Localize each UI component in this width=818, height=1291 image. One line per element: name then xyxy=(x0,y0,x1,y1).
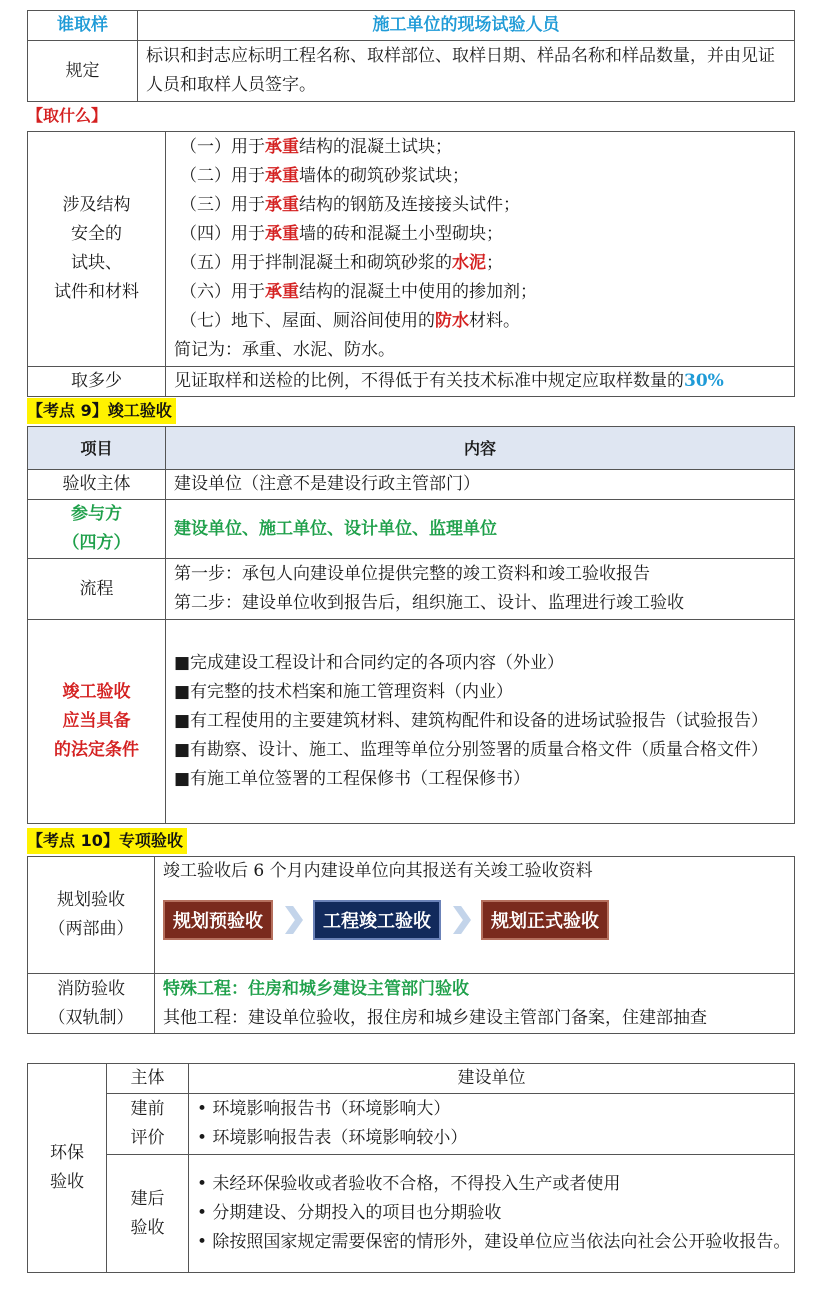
list-item: （二）用于承重墙体的砌筑砂浆试块； xyxy=(180,166,469,186)
planning-content xyxy=(155,857,795,974)
list-item: • 环境影响报告书（环境影响大） xyxy=(197,1099,451,1119)
chevron-right-icon xyxy=(283,900,303,940)
planning-flow xyxy=(155,886,794,948)
materials-label-line: 涉及结构 xyxy=(62,195,131,215)
list-item: • 分期建设、分期投入的项目也分期验收 xyxy=(197,1203,502,1223)
summary-line: 简记为：承重、水泥、防水。 xyxy=(174,340,395,360)
list-item: • 未经环保验收或者验收不合格，不得投入生产或者使用 xyxy=(197,1174,621,1194)
conditions-label xyxy=(28,620,166,824)
planning-text: 竣工验收后 6 个月内建设单位向其报送有关竣工验收资料 xyxy=(163,861,593,881)
materials-label-line: 试件和材料 xyxy=(54,282,139,302)
rule-label: 规定 xyxy=(28,41,138,102)
condition-item: ■有施工单位签署的工程保修书（工程保修书） xyxy=(174,769,531,789)
list-item: （四）用于承重墙的砖和混凝土小型砌块； xyxy=(180,224,503,244)
sampler-table xyxy=(27,10,795,102)
planning-label xyxy=(28,857,155,974)
post-accept-label-line: 验收 xyxy=(130,1217,165,1238)
fire-label-line: （双轨制） xyxy=(48,1007,134,1028)
env-subject-value: 建设单位 xyxy=(189,1064,795,1094)
env-label-line: 验收 xyxy=(50,1172,84,1192)
pre-eval-label-line: 建前 xyxy=(130,1099,165,1119)
list-item: （七）地下、屋面、厕浴间使用的防水材料。 xyxy=(180,311,520,331)
list-item: （六）用于承重结构的混凝土中使用的掺加剂； xyxy=(180,282,537,302)
header-content: 内容 xyxy=(166,427,795,470)
parties-label-line: （四方） xyxy=(62,533,131,553)
parties-label-line: 参与方 xyxy=(71,504,122,524)
parties-label xyxy=(28,500,166,559)
list-item: • 除按照国家规定需要保密的情形外，建设单位应当依法向社会公开验收报告。 xyxy=(197,1232,791,1252)
special-acceptance-table xyxy=(27,856,795,1034)
pre-eval-label xyxy=(107,1094,189,1155)
condition-item: ■有工程使用的主要建筑材料、建筑构配件和设备的进场试验报告（试验报告） xyxy=(174,711,769,731)
materials-list xyxy=(166,132,795,367)
list-item: （五）用于拌制混凝土和砌筑砂浆的水泥； xyxy=(180,253,503,273)
process-steps xyxy=(166,559,795,620)
list-item: （一）用于承重结构的混凝土试块； xyxy=(180,137,452,157)
process-step: 第二步：建设单位收到报告后，组织施工、设计、监理进行竣工验收 xyxy=(174,593,684,613)
subject-label: 验收主体 xyxy=(28,470,166,500)
post-accept-list xyxy=(189,1155,795,1273)
completion-table xyxy=(27,426,795,824)
condition-item: ■完成建设工程设计和合同约定的各项内容（外业） xyxy=(174,653,565,673)
section-10-title: 【考点 10】专项验收 xyxy=(27,828,187,854)
conditions-label-line: 竣工验收 xyxy=(62,682,131,702)
what-table xyxy=(27,131,795,397)
flow-step-completion: 工程竣工验收 xyxy=(313,900,441,940)
condition-item: ■有完整的技术档案和施工管理资料（内业） xyxy=(174,682,514,702)
condition-item: ■有勘察、设计、施工、监理等单位分别签署的质量合格文件（质量合格文件） xyxy=(174,740,769,760)
list-item: （三）用于承重结构的钢筋及连接接头试件； xyxy=(180,195,520,215)
who-samples-label: 谁取样 xyxy=(28,11,138,41)
quantity-label: 取多少 xyxy=(28,367,166,397)
quantity-text: 见证取样和送检的比例，不得低于有关技术标准中规定应取样数量的30% xyxy=(166,367,795,397)
env-subject-label: 主体 xyxy=(107,1064,189,1094)
env-label xyxy=(28,1064,107,1273)
environmental-table xyxy=(27,1063,795,1273)
fire-special-text: 特殊工程：住房和城乡建设主管部门验收 xyxy=(163,978,469,999)
conditions-list xyxy=(166,620,795,824)
planning-label-line: （两部曲） xyxy=(48,919,134,939)
post-accept-label-line: 建后 xyxy=(130,1188,165,1209)
pre-eval-label-line: 评价 xyxy=(130,1128,165,1148)
list-item: • 环境影响报告表（环境影响较小） xyxy=(197,1128,468,1148)
post-accept-label xyxy=(107,1155,189,1273)
conditions-label-line: 的法定条件 xyxy=(54,740,139,760)
planning-label-line: 规划验收 xyxy=(57,890,125,910)
subject-text: 建设单位（注意不是建设行政主管部门） xyxy=(166,470,795,500)
materials-label-line: 安全的 xyxy=(71,224,122,244)
parties-text: 建设单位、施工单位、设计单位、监理单位 xyxy=(166,500,795,559)
rule-text: 标识和封志应标明工程名称、取样部位、取样日期、样品名称和样品数量，并由见证人员和取样人员签字。 xyxy=(138,41,795,102)
fire-label xyxy=(28,974,155,1034)
quantity-value: 30% xyxy=(684,371,724,391)
process-label: 流程 xyxy=(28,559,166,620)
process-step: 第一步：承包人向建设单位提供完整的竣工资料和竣工验收报告 xyxy=(174,564,650,584)
header-item: 项目 xyxy=(28,427,166,470)
flow-step-pre-acceptance: 规划预验收 xyxy=(163,900,273,940)
conditions-label-line: 应当具备 xyxy=(62,711,131,731)
fire-label-line: 消防验收 xyxy=(57,978,125,999)
materials-label xyxy=(28,132,166,367)
env-label-line: 环保 xyxy=(50,1143,84,1163)
flow-step-formal-acceptance: 规划正式验收 xyxy=(481,900,609,940)
section-what-title: 【取什么】 xyxy=(27,106,108,125)
who-samples-value: 施工单位的现场试验人员 xyxy=(138,11,795,41)
pre-eval-list xyxy=(189,1094,795,1155)
materials-label-line: 试块、 xyxy=(71,253,122,273)
fire-content xyxy=(155,974,795,1034)
fire-other-text: 其他工程：建设单位验收，报住房和城乡建设主管部门备案，住建部抽查 xyxy=(163,1007,707,1028)
section-9-title: 【考点 9】竣工验收 xyxy=(27,398,176,424)
chevron-right-icon xyxy=(451,900,471,940)
